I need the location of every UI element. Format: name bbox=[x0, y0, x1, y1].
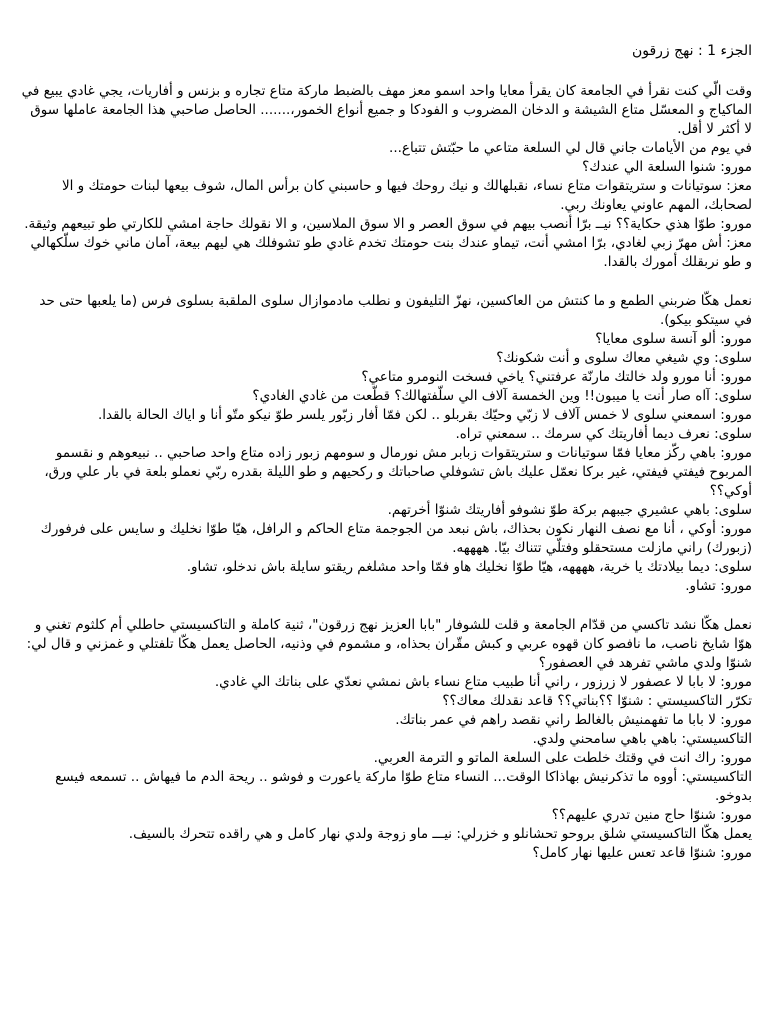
dialogue-line: مورو: ألو آنسة سلوى معايا؟ bbox=[595, 331, 752, 347]
dialogue-line: مورو: تشاو. bbox=[685, 578, 752, 594]
document-title: الجزء 1 : نهج زرقون bbox=[631, 43, 752, 59]
text-line: نعمل هكّا نشد تاكسي من قدّام الجامعة و قلت للشوفار "بابا العزيز نهج زرقون"، ثنية كاملة و التاكسيستي حاطلي أم كلثوم تغني و هوّا شايخ ناصب، ما نافصو كان قهوه عربي و كبش مقّران بحذاه، و مشموم في وذنيه، الحاصل يعمل هكّا تلفتلي و غمزني و قال لي: شنوّا ولدي ماشي تفرهد في العصفور؟ bbox=[26, 617, 752, 671]
paragraph-2 bbox=[20, 292, 752, 596]
dialogue-line: سلوى: آاه صار أنت يا ميبون!! وين الخمسة آلاف الي سلّفتهالك؟ قطّعت من غادي الغادي؟ bbox=[252, 388, 752, 404]
text-line: نعمل هكّا ضربني الطمع و ما كنتش من العاكسين، نهزّ التليفون و نطلب مادموازال سلوى الملقبة بسلوى فرس (ما يلعبها حتى حد في سيتكو بيكو). bbox=[39, 293, 752, 328]
dialogue-line: سلوى: نعرف ديما أفاريتك كي سرمك .. سمعني تراه. bbox=[455, 426, 752, 442]
dialogue-line: مورو: لا بابا ما تفهمنيش بالغالط راني نقصد راهم في عمر بناتك. bbox=[395, 712, 752, 728]
document-page bbox=[20, 40, 752, 883]
text-line: وقت الّي كنت نقرأ في الجامعة كان يقرأ معايا واحد اسمو معز مهف بالضبط ماركة متاع تجاره و بزنس و أفاريات، يجي غادي يبيع في الماكياج و المعسّل متاع الشيشة و الدخان المضروب و الفودكا و جميع أنواع الخمور،....... الحاصل صاحبي هذا الجامعة عاملها سوق لا أكثر لا أقل. bbox=[21, 83, 752, 137]
dialogue-line: مورو: أنا مورو ولد خالتك مارنّة عرفتني؟ ياخي فسخت النومرو متاعي؟ bbox=[361, 369, 752, 385]
dialogue-line: مورو: شنوّا حاج منين تدري عليهم؟؟ bbox=[551, 807, 752, 823]
paragraph-3 bbox=[20, 616, 752, 863]
dialogue-line: سلوى: باهي عشيري جيبهم بركة طوّ نشوفو أفاريتك شنوّا أخرتهم. bbox=[387, 502, 752, 518]
dialogue-line: معز: سوتيانات و ستريتقوات متاع نساء، نقبلهالك و نيك روحك فيها و حاسبني كان برأس المال، شوف بيعها لبنات حومتك و الا لصحابك، المهم عاوني يعاونك ربي. bbox=[61, 178, 752, 213]
dialogue-line: مورو: لا بابا لا عصفور لا زرزور ، راني أنا طبيب متاع نساء باش نمشي نعدّي على بناتك الي غادي. bbox=[214, 674, 752, 690]
dialogue-line: سلوى: وي شيغي معاك سلوى و أنت شكونك؟ bbox=[496, 350, 752, 366]
dialogue-line: مورو: شنوّا قاعد تعس عليها نهار كامل؟ bbox=[532, 845, 752, 861]
dialogue-line: مورو: شنوا السلعة الي عندك؟ bbox=[582, 159, 752, 175]
text-line: في يوم من الأيامات جاني قال لي السلعة متاعي ما حبّتش تتباع... bbox=[389, 140, 752, 156]
dialogue-line: التاكسيستي: باهي باهي سامحني ولدي. bbox=[532, 731, 752, 747]
dialogue-line: مورو: أوكي ، أنا مع نصف النهار نكون بحذاك، باش نبعد من الجوجمة متاع الحاكم و الرافل، هيّا طوّا نخليك و سايس على فرفورك (زبورك) راني مازلت مستحقلو وفتلّي تتناك بيّا. ههههه. bbox=[40, 521, 752, 556]
paragraph-1 bbox=[20, 82, 752, 272]
dialogue-line: مورو: اسمعني سلوى لا خمس آلاف لا زبّي وحيّك بقربلو .. لكن فمّا أفار زبّور يلسر طوّ نيكو متّو أنا و اياك الحالة بالقدا. bbox=[97, 407, 752, 423]
dialogue-line: مورو: باهي ركّز معايا فمّا سوتيانات و ستريتقوات زبابر مش نورمال و سومهم زبور زاده متاع واحد صاحبي .. نبيعوهم و نقسمو المربوح فيفتي فيفتي، غير بركا نعمّل عليك باش تشوفلي صاحباتك و ركحيهم و طو الليلة بقدره ربّي نعملو بلعة في بار علي ورق، أوكي؟؟ bbox=[44, 445, 752, 499]
dialogue-line: التاكسيستي: أووه ما تذكرنيش بهاذاكا الوقت... النساء متاع طوّا ماركة ياعورت و فوشو .. ريحة الدم ما فيهاش .. تسمعه فيسع بدوخو. bbox=[55, 769, 752, 804]
dialogue-line: مورو: طوّا هذي حكاية؟؟ نيــ برّا أنصب بيهم في سوق العصر و الا سوق الملاسين، و الا نقولك حاجة امشي للكارتي طو تبيعهم وثيقة. bbox=[24, 216, 752, 232]
dialogue-line: سلوى: ديما بيلادتك يا خرية، ههههه، هيّا طوّا نخليك هاو فمّا واحد مشلغم ريقتو سايلة باش ندخلو، تشاو. bbox=[186, 559, 752, 575]
dialogue-line: تكرّر التاكسيستي : شنوّا ؟؟بناتي؟؟ قاعد نقدلك معاك؟؟ bbox=[442, 693, 752, 709]
dialogue-line: معز: أش مهرّ زبي لغادي، برّا امشي أنت، تيماو عندك بنت حومتك تخدم غادي طو تشوفلك هي ليهم بيعة، آمان ماني خوك سلّكهالي و طو نربقلك أمورك بالقدا. bbox=[30, 235, 752, 270]
dialogue-line: مورو: راك انت في وقتك خلطت على السلعة الماتو و الترمة العربي. bbox=[373, 750, 752, 766]
text-line: يعمل هكّا التاكسيستي شلق بروحو تحشانلو و خزرلي: نيـــ ماو زوجة ولدي نهار كامل و هي راقده تتحرك بالسيف. bbox=[128, 826, 752, 842]
